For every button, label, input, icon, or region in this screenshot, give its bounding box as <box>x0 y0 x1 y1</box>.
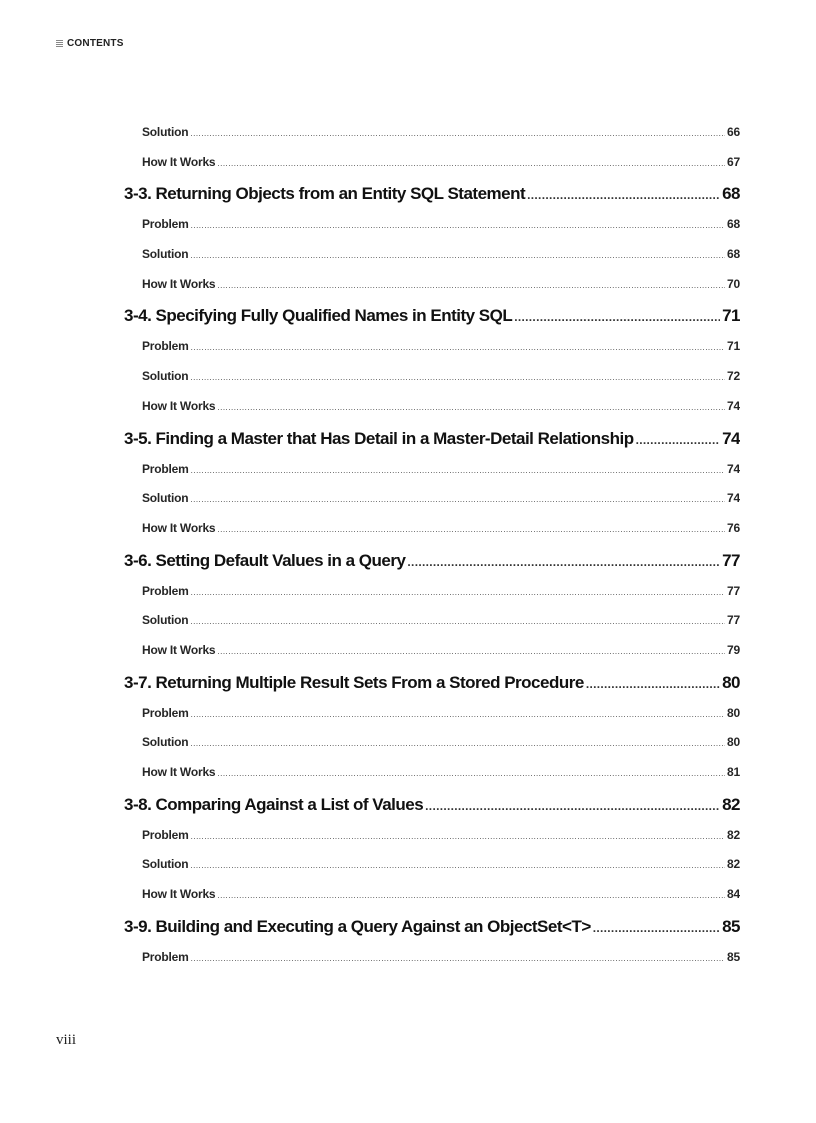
toc-entry-page: 74 <box>722 428 740 448</box>
dot-leader <box>217 518 725 542</box>
toc-entry-title: 3-5. Finding a Master that Has Detail in a Master-Detail Relationship <box>124 428 634 448</box>
table-of-contents <box>124 120 740 974</box>
toc-subsection-entry[interactable] <box>124 242 740 272</box>
dot-leader <box>514 302 720 332</box>
toc-entry-title: How It Works <box>142 642 216 657</box>
toc-entry-page: 85 <box>722 916 740 936</box>
dot-leader <box>191 947 725 971</box>
toc-entry-page: 72 <box>727 369 740 384</box>
toc-entry-page: 70 <box>727 276 740 291</box>
toc-subsection-entry[interactable] <box>124 701 740 731</box>
toc-entry-title: Solution <box>142 491 189 506</box>
dot-leader <box>191 703 725 727</box>
toc-entry-title: Solution <box>142 369 189 384</box>
toc-subsection-entry[interactable] <box>124 760 740 790</box>
dot-leader <box>190 854 725 878</box>
toc-entry-page: 74 <box>727 491 740 506</box>
toc-subsection-entry[interactable] <box>124 608 740 638</box>
toc-entry-page: 81 <box>727 765 740 779</box>
toc-subsection-entry[interactable] <box>124 364 740 394</box>
toc-entry-title: Problem <box>142 949 189 964</box>
toc-entry-title: How It Works <box>142 154 216 169</box>
toc-entry-page: 80 <box>722 672 740 692</box>
dot-leader <box>217 274 725 298</box>
toc-entry-page: 74 <box>727 398 740 413</box>
running-header <box>56 38 124 49</box>
dot-leader <box>636 425 720 455</box>
toc-entry-title: How It Works <box>142 398 216 413</box>
toc-subsection-entry[interactable] <box>124 486 740 516</box>
toc-entry-title: Problem <box>142 217 189 232</box>
header-label: CONTENTS <box>67 38 124 49</box>
toc-entry-title: Problem <box>142 705 189 720</box>
toc-entry-title: How It Works <box>142 520 216 535</box>
toc-entry-title: 3-6. Setting Default Values in a Query <box>124 550 406 570</box>
toc-entry-page: 77 <box>722 550 740 570</box>
toc-subsection-entry[interactable] <box>124 945 740 975</box>
toc-entry-page: 82 <box>727 827 740 842</box>
toc-subsection-entry[interactable] <box>124 457 740 487</box>
toc-entry-title: 3-9. Building and Executing a Query Against an ObjectSet<T> <box>124 916 591 936</box>
dot-leader <box>191 214 725 238</box>
toc-entry-title: How It Works <box>142 887 216 902</box>
dot-leader <box>191 459 725 483</box>
page-number: viii <box>56 1032 77 1048</box>
dot-leader <box>217 762 725 786</box>
toc-entry-page: 74 <box>727 461 740 476</box>
toc-subsection-entry[interactable] <box>124 882 740 912</box>
dot-leader <box>407 547 720 577</box>
toc-section-entry[interactable] <box>124 790 740 823</box>
dot-leader <box>586 669 720 699</box>
dot-leader <box>217 396 725 420</box>
dot-leader <box>190 488 725 512</box>
toc-section-entry[interactable] <box>124 301 740 334</box>
toc-entry-page: 80 <box>727 705 740 720</box>
toc-entry-title: 3-3. Returning Objects from an Entity SQL Statement <box>124 184 526 204</box>
toc-section-entry[interactable] <box>124 668 740 701</box>
toc-entry-page: 85 <box>727 949 740 964</box>
dot-leader <box>217 884 725 908</box>
toc-entry-title: 3-4. Specifying Fully Qualified Names in Entity SQL <box>124 306 513 326</box>
toc-subsection-entry[interactable] <box>124 638 740 668</box>
toc-section-entry[interactable] <box>124 546 740 579</box>
toc-subsection-entry[interactable] <box>124 852 740 882</box>
dot-leader <box>191 581 725 605</box>
toc-entry-page: 82 <box>727 857 740 872</box>
toc-entry-page: 68 <box>727 217 740 232</box>
toc-entry-page: 79 <box>727 642 740 657</box>
toc-subsection-entry[interactable] <box>124 730 740 760</box>
toc-entry-page: 77 <box>727 613 740 628</box>
toc-subsection-entry[interactable] <box>124 212 740 242</box>
toc-entry-page: 77 <box>727 583 740 598</box>
toc-section-entry[interactable] <box>124 912 740 945</box>
toc-entry-page: 68 <box>727 247 740 262</box>
toc-entry-page: 68 <box>722 184 740 204</box>
toc-subsection-entry[interactable] <box>124 823 740 853</box>
toc-entry-title: Problem <box>142 583 189 598</box>
toc-entry-title: Solution <box>142 125 189 139</box>
toc-entry-title: Solution <box>142 735 189 750</box>
toc-entry-title: Problem <box>142 339 189 354</box>
dot-leader <box>190 122 725 146</box>
dot-leader <box>190 366 725 390</box>
toc-entry-title: How It Works <box>142 765 216 779</box>
dot-leader <box>191 336 725 360</box>
toc-entry-title: 3-8. Comparing Against a List of Values <box>124 794 424 814</box>
toc-entry-title: Solution <box>142 857 189 872</box>
toc-entry-title: Solution <box>142 613 189 628</box>
toc-entry-title: 3-7. Returning Multiple Result Sets From a Stored Procedure <box>124 672 584 692</box>
toc-subsection-entry[interactable] <box>124 579 740 609</box>
toc-subsection-entry[interactable] <box>124 272 740 302</box>
toc-entry-page: 67 <box>727 154 740 169</box>
toc-subsection-entry[interactable] <box>124 394 740 424</box>
toc-entry-page: 84 <box>727 887 740 902</box>
dot-leader <box>190 244 725 268</box>
dot-leader <box>190 610 725 634</box>
toc-section-entry[interactable] <box>124 424 740 457</box>
toc-entry-title: Problem <box>142 827 189 842</box>
dot-leader <box>217 152 725 176</box>
toc-entry-page: 80 <box>727 735 740 750</box>
toc-subsection-entry[interactable] <box>124 150 740 180</box>
toc-entry-page: 76 <box>727 520 740 535</box>
dot-leader <box>425 791 720 821</box>
toc-subsection-entry[interactable] <box>124 516 740 546</box>
dot-leader <box>527 180 720 210</box>
toc-entry-page: 71 <box>722 306 740 326</box>
toc-entry-page: 82 <box>722 794 740 814</box>
toc-section-entry[interactable] <box>124 179 740 212</box>
toc-entry-title: Problem <box>142 461 189 476</box>
toc-subsection-entry[interactable] <box>124 120 740 150</box>
toc-entry-page: 66 <box>727 125 740 139</box>
toc-entry-title: How It Works <box>142 276 216 291</box>
toc-entry-title: Solution <box>142 247 189 262</box>
dot-leader <box>191 825 725 849</box>
dot-leader <box>190 732 725 756</box>
dot-leader <box>217 640 725 664</box>
toc-subsection-entry[interactable] <box>124 334 740 364</box>
dot-leader <box>593 913 720 943</box>
header-marker-icon <box>56 40 63 47</box>
toc-entry-page: 71 <box>727 339 740 354</box>
